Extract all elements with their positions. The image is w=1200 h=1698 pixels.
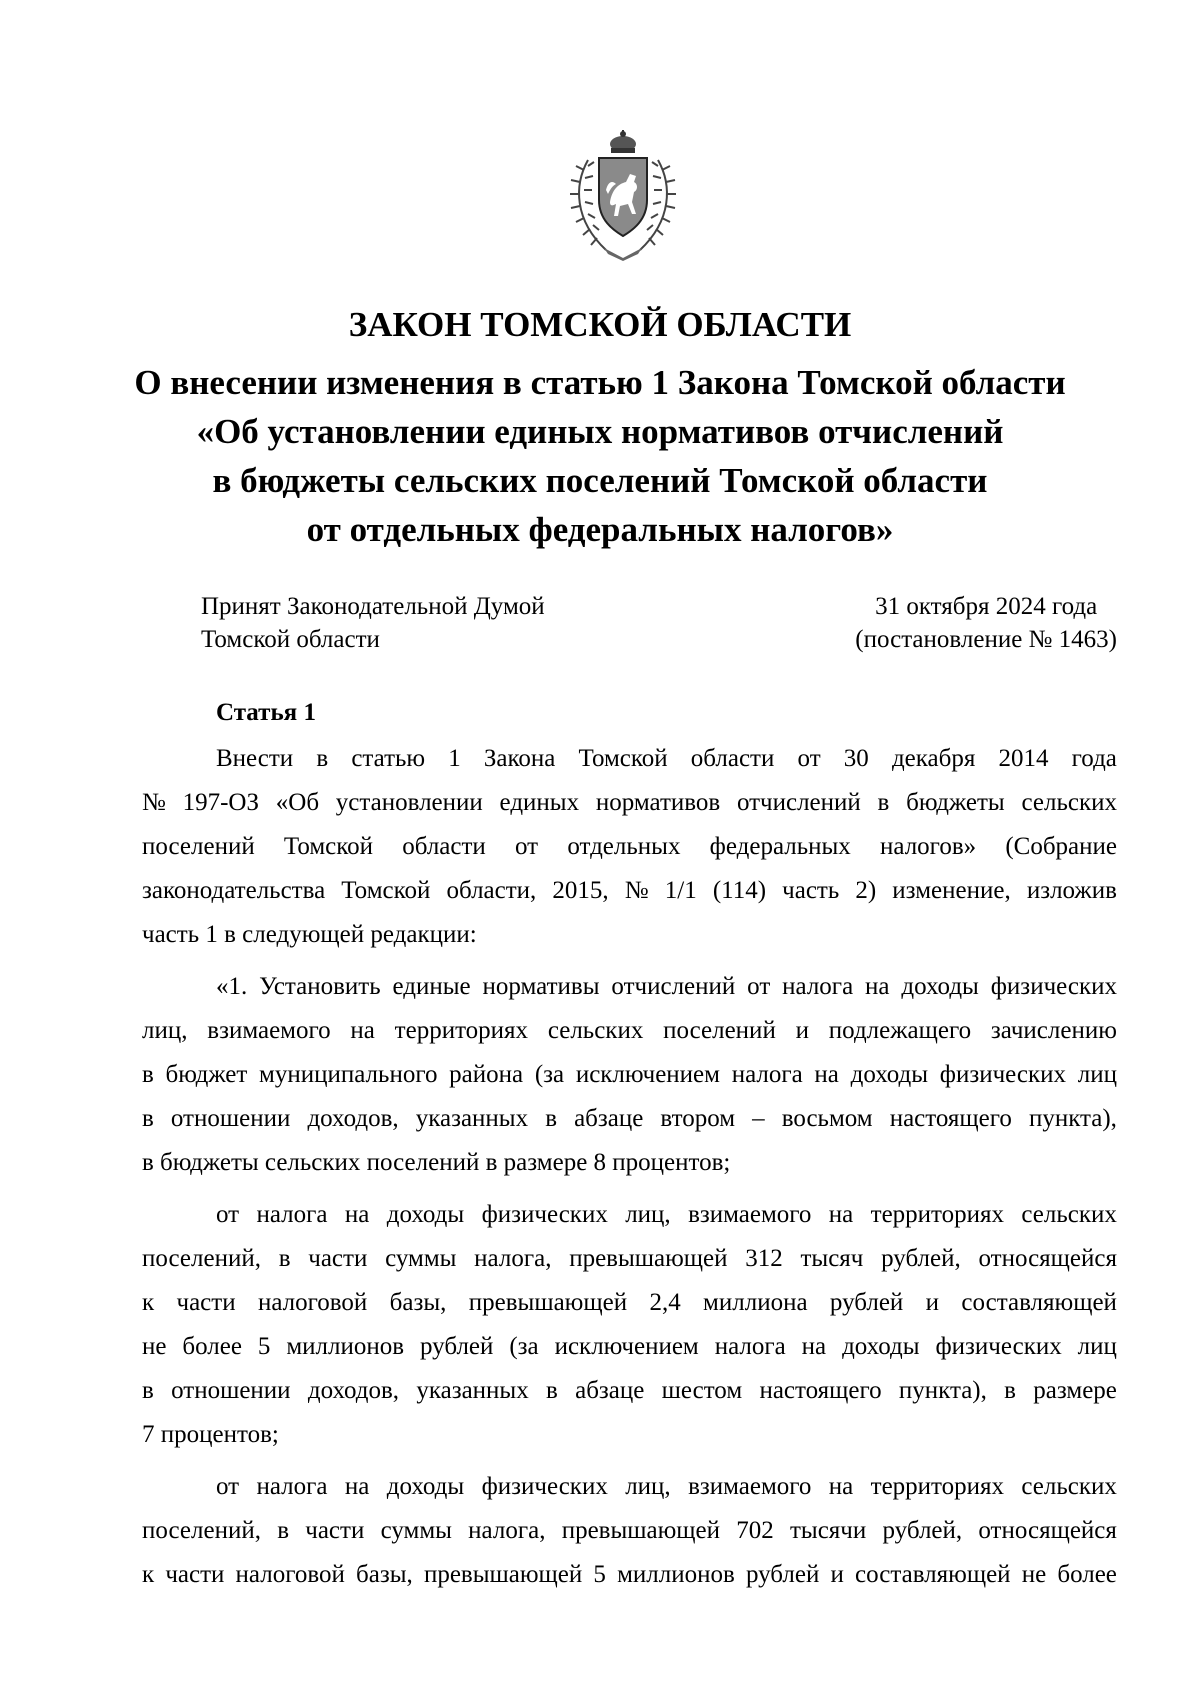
paragraph-line: к части налоговой базы, превышающей 5 миллионов рублей и составляющей не более (142, 1561, 1117, 1588)
subtitle-line: в бюджеты сельских поселений Томской области (212, 461, 988, 500)
law-title: ЗАКОН ТОМСКОЙ ОБЛАСТИ (348, 305, 852, 344)
paragraph-line: № 197-ОЗ «Об установлении единых нормативов отчислений в бюджеты сельских (142, 789, 1117, 816)
adopted-by-line: Томской области (201, 626, 380, 653)
article-paragraph (142, 737, 1117, 957)
adopted-by-line: Принят Законодательной Думой (201, 593, 545, 620)
adopted-by (201, 590, 545, 656)
paragraph-line: от налога на доходы физических лиц, взимаемого на территориях сельских (216, 1473, 1117, 1500)
article-heading: Статья 1 (216, 699, 316, 726)
article-paragraph (142, 1465, 1117, 1597)
paragraph-line: законодательства Томской области, 2015, № 1/1 (114) часть 2) изменение, изложив (142, 877, 1117, 904)
adoption-date: 31 октября 2024 года (875, 593, 1098, 620)
paragraph-line: в бюджет муниципального района (за исключением налога на доходы физических лиц (142, 1061, 1117, 1088)
law-subtitle (0, 358, 1200, 554)
article-paragraph (142, 965, 1117, 1185)
paragraph-line: в бюджеты сельских поселений в размере 8 процентов; (142, 1149, 731, 1176)
paragraph-line: в отношении доходов, указанных в абзаце шестом настоящего пункта), в размере (142, 1377, 1117, 1404)
paragraph-line: «1. Установить единые нормативы отчислений от налога на доходы физических (216, 973, 1117, 1000)
subtitle-line: от отдельных федеральных налогов» (306, 510, 894, 549)
paragraph-line: лиц, взимаемого на территориях сельских поселений и подлежащего зачислению (142, 1017, 1117, 1044)
paragraph-line: Внести в статью 1 Закона Томской области от 30 декабря 2014 года (216, 745, 1117, 772)
paragraph-line: поселений, в части суммы налога, превышающей 702 тысячи рублей, относящейся (142, 1517, 1117, 1544)
subtitle-line: О внесении изменения в статью 1 Закона Томской области (134, 363, 1066, 402)
resolution-number: (постановление № 1463) (855, 626, 1117, 653)
tomsk-oblast-coat-of-arms-icon (566, 130, 680, 262)
ribbon (604, 248, 642, 261)
paragraph-line: часть 1 в следующей редакции: (142, 921, 477, 948)
article-paragraph (142, 1193, 1117, 1457)
coat-of-arms-emblem (566, 130, 680, 262)
paragraph-line: к части налоговой базы, превышающей 2,4 миллиона рублей и составляющей (142, 1289, 1117, 1316)
article-body (142, 737, 1117, 1605)
paragraph-line: не более 5 миллионов рублей (за исключением налога на доходы физических лиц (142, 1333, 1117, 1360)
paragraph-line: в отношении доходов, указанных в абзаце втором – восьмом настоящего пункта), (142, 1105, 1117, 1132)
paragraph-line: от налога на доходы физических лиц, взимаемого на территориях сельских (216, 1201, 1117, 1228)
paragraph-line: 7 процентов; (142, 1421, 279, 1448)
paragraph-line: поселений, в части суммы налога, превышающей 312 тысяч рублей, относящейся (142, 1245, 1117, 1272)
subtitle-line: «Об установлении единых нормативов отчислений (196, 412, 1004, 451)
paragraph-line: поселений Томской области от отдельных федеральных налогов» (Собрание (142, 833, 1117, 860)
adoption-date-block (855, 590, 1117, 656)
crown (610, 130, 636, 153)
